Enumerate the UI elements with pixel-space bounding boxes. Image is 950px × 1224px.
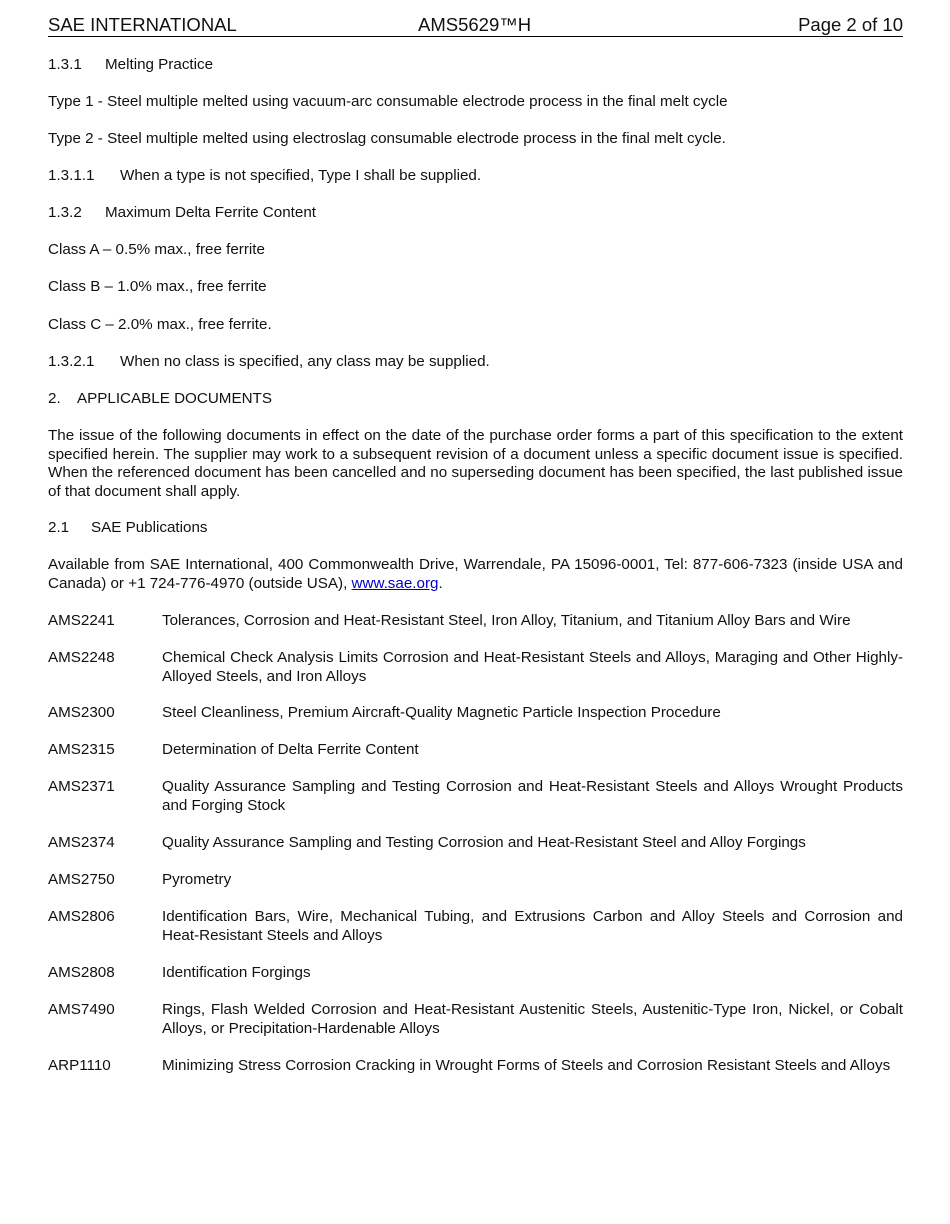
section-text: When no class is specified, any class may be supplied. xyxy=(120,353,490,370)
applicable-documents-paragraph: The issue of the following documents in effect on the date of the purchase order forms a part of this specification to the extent specified herein. The supplier may work to a subsequent revision of a document unless a specific document issue is specified. When the referenced document has been cancelled and no superseding document has been specified, the last published issue of that document shall apply. xyxy=(48,427,903,500)
reference-title: Minimizing Stress Corrosion Cracking in Wrought Forms of Steels and Corrosion Resistant Steels and Alloys xyxy=(162,1057,891,1074)
section-1-3-1-1 xyxy=(48,167,903,186)
reference-title: Quality Assurance Sampling and Testing Corrosion and Heat-Resistant Steel and Alloy Forgings xyxy=(162,834,806,851)
section-title: SAE Publications xyxy=(91,519,208,536)
reference-entry xyxy=(48,612,903,631)
availability-period: . xyxy=(438,574,443,592)
reference-code: AMS2750 xyxy=(48,871,115,888)
class-b-text: Class B – 1.0% max., free ferrite xyxy=(48,278,267,295)
reference-code: AMS2315 xyxy=(48,741,115,758)
section-number: 1.3.1.1 xyxy=(48,167,95,184)
section-2-1-heading xyxy=(48,519,903,538)
availability-text: Available from SAE International, 400 Commonwealth Drive, Warrendale, PA 15096-0001, Tel: 877-606-7323 (inside USA and Canada) or +1 724-776-4970 (outside USA), xyxy=(48,556,903,592)
section-1-3-1-heading xyxy=(48,56,903,75)
reference-entry xyxy=(48,871,903,890)
class-c-text: Class C – 2.0% max., free ferrite. xyxy=(48,316,272,333)
reference-entry xyxy=(48,908,903,945)
reference-code: AMS2241 xyxy=(48,612,115,629)
reference-title: Quality Assurance Sampling and Testing Corrosion and Heat-Resistant Steels and Alloys Wrought Products and Forging Stock xyxy=(162,778,903,814)
section-text: When a type is not specified, Type I shall be supplied. xyxy=(120,167,482,184)
section-1-3-2-heading xyxy=(48,204,903,223)
reference-entry xyxy=(48,834,903,853)
section-title: APPLICABLE DOCUMENTS xyxy=(77,390,272,407)
reference-title: Rings, Flash Welded Corrosion and Heat-Resistant Austenitic Steels, Austenitic-Type Iron, Nickel, or Cobalt Alloys, or Precipitation-Hardenable Alloys xyxy=(162,1001,903,1037)
section-number: 1.3.2.1 xyxy=(48,353,95,370)
section-title: Melting Practice xyxy=(105,56,214,73)
reference-entry xyxy=(48,649,903,686)
header-page-number: Page 2 of 10 xyxy=(798,14,903,35)
reference-entry xyxy=(48,704,903,723)
reference-code: AMS2374 xyxy=(48,834,115,851)
reference-title: Identification Bars, Wire, Mechanical Tubing, and Extrusions Carbon and Alloy Steels and Corrosion and Heat-Resistant Steels and Alloys xyxy=(162,908,903,944)
reference-code: AMS2806 xyxy=(48,908,115,925)
section-1-3-2-1 xyxy=(48,353,903,372)
type-1-text: Type 1 - Steel multiple melted using vacuum-arc consumable electrode process in the final melt cycle xyxy=(48,93,728,110)
reference-title: Identification Forgings xyxy=(162,964,311,981)
document-page xyxy=(48,0,903,1074)
header-doc-id: AMS5629™H xyxy=(418,14,532,35)
reference-title: Determination of Delta Ferrite Content xyxy=(162,741,419,758)
reference-title: Tolerances, Corrosion and Heat-Resistant Steel, Iron Alloy, Titanium, and Titanium Alloy Bars and Wire xyxy=(162,612,851,629)
section-2-heading xyxy=(48,390,903,409)
reference-entry xyxy=(48,1001,903,1038)
reference-code: AMS2300 xyxy=(48,704,115,721)
reference-entry xyxy=(48,778,903,815)
reference-title: Chemical Check Analysis Limits Corrosion and Heat-Resistant Steels and Alloys, Maraging and Other Highly-Alloyed Steels, and Iron Alloys xyxy=(162,649,903,685)
page-header xyxy=(48,0,903,37)
reference-code: AMS2808 xyxy=(48,964,115,981)
header-org: SAE INTERNATIONAL xyxy=(48,14,237,35)
reference-title: Pyrometry xyxy=(162,871,232,888)
type-2-text: Type 2 - Steel multiple melted using electroslag consumable electrode process in the final melt cycle. xyxy=(48,130,726,147)
reference-code: ARP1110 xyxy=(48,1057,111,1074)
reference-code: AMS2248 xyxy=(48,649,115,666)
section-title: Maximum Delta Ferrite Content xyxy=(105,204,317,221)
sae-website-link[interactable]: www.sae.org xyxy=(351,574,439,592)
section-number: 2.1 xyxy=(48,519,70,536)
section-number: 1.3.1 xyxy=(48,56,82,73)
reference-code: AMS2371 xyxy=(48,778,115,795)
reference-entry xyxy=(48,741,903,760)
sae-availability-paragraph xyxy=(48,556,903,593)
section-number: 2. xyxy=(48,390,61,407)
reference-entry xyxy=(48,964,903,983)
reference-code: AMS7490 xyxy=(48,1001,115,1018)
reference-entry xyxy=(48,1057,903,1076)
reference-title: Steel Cleanliness, Premium Aircraft-Quality Magnetic Particle Inspection Procedure xyxy=(162,704,721,721)
section-number: 1.3.2 xyxy=(48,204,82,221)
class-a-text: Class A – 0.5% max., free ferrite xyxy=(48,241,265,258)
